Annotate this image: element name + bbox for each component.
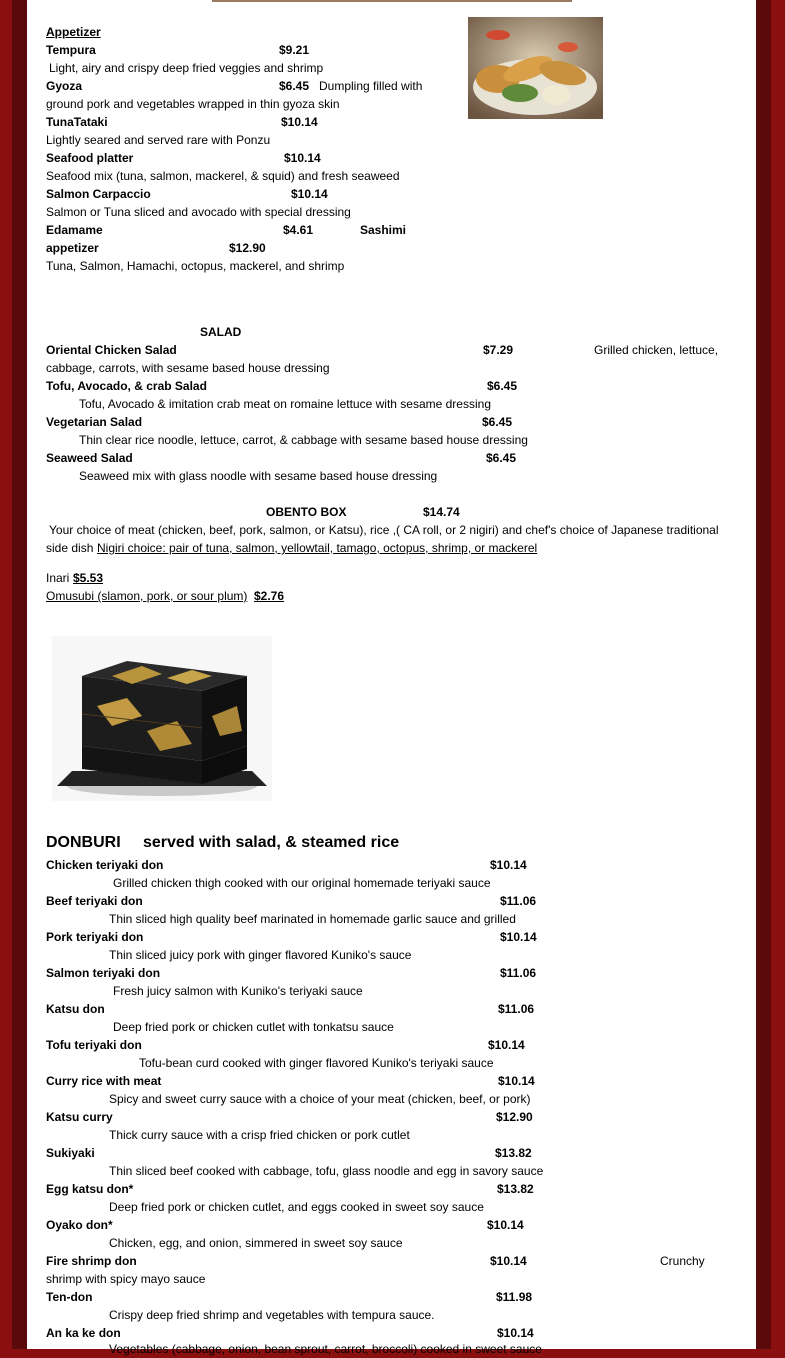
donburi-item-name: An ka ke don	[46, 1326, 121, 1340]
donburi-item-desc: Chicken, egg, and onion, simmered in sweet soy sauce	[109, 1236, 403, 1250]
donburi-item-price: $11.06	[500, 966, 537, 980]
bento-desc-2: side dish	[46, 541, 94, 555]
appetizer-heading: Appetizer	[46, 25, 101, 39]
tofu-salad-name: Tofu, Avocado, & crab Salad	[46, 379, 207, 393]
donburi-item-price: $12.90	[496, 1110, 533, 1124]
donburi-item-desc: Fresh juicy salmon with Kuniko's teriyaki sauce	[113, 984, 363, 998]
donburi-item-name: Salmon teriyaki don	[46, 966, 161, 980]
seaweed-salad-name: Seaweed Salad	[46, 451, 133, 465]
gyoza-desc: Dumpling filled with	[319, 79, 423, 93]
donburi-item-price: $10.14	[487, 1218, 524, 1232]
seaweed-salad-price: $6.45	[486, 451, 517, 465]
bento-desc: Your choice of meat (chicken, beef, pork, salmon, or Katsu), rice ,( CA roll, or 2 nigiri) and chef's choice of Japanese traditional	[49, 523, 719, 537]
donburi-item-desc: Thin sliced beef cooked with cabbage, tofu, glass noodle and egg in savory sauce	[109, 1164, 544, 1178]
omusubi-price: $2.76	[254, 589, 285, 603]
carpaccio-price: $10.14	[291, 187, 328, 201]
bento-box-photo	[52, 636, 272, 801]
tuna-name: TunaTataki	[46, 115, 108, 129]
omusubi-label: Omusubi (slamon, pork, or sour plum)	[46, 589, 248, 603]
tuna-desc: Lightly seared and served rare with Ponzu	[46, 133, 271, 147]
veg-salad-name: Vegetarian Salad	[46, 415, 143, 429]
donburi-item-price: $10.14	[497, 1326, 534, 1340]
menu-page	[12, 0, 771, 1356]
veg-salad-desc: Thin clear rice noodle, lettuce, carrot, & cabbage with sesame based house dressing	[79, 433, 528, 447]
donburi-item-desc-2: shrimp with spicy mayo sauce	[46, 1272, 206, 1286]
gyoza-price: $6.45	[279, 79, 310, 93]
sashimi-price: $12.90	[229, 241, 266, 255]
donburi-item-name: Chicken teriyaki don	[46, 858, 164, 872]
donburi-item-name: Katsu don	[46, 1002, 105, 1016]
donburi-heading: DONBURI	[46, 834, 121, 851]
tofu-salad-desc: Tofu, Avocado & imitation crab meat on romaine lettuce with sesame dressing	[79, 397, 491, 411]
donburi-item-name: Egg katsu don*	[46, 1182, 134, 1196]
top-image-edge	[212, 0, 572, 2]
tempura-desc: Light, airy and crispy deep fried veggies and shrimp	[49, 61, 324, 75]
donburi-item-name: Curry rice with meat	[46, 1074, 162, 1088]
donburi-item-price: $10.14	[490, 1254, 527, 1268]
oriental-salad-price: $7.29	[483, 343, 514, 357]
oriental-salad-name: Oriental Chicken Salad	[46, 343, 177, 357]
donburi-item-price: $13.82	[495, 1146, 532, 1160]
salad-heading: SALAD	[200, 325, 242, 339]
donburi-item-desc: Thick curry sauce with a crisp fried chicken or pork cutlet	[109, 1128, 410, 1142]
nigiri-choice: Nigiri choice: pair of tuna, salmon, yellowtail, tamago, octopus, shrimp, or mackerel	[97, 541, 538, 555]
donburi-item-desc: Spicy and sweet curry sauce with a choice of your meat (chicken, beef, or pork)	[109, 1092, 531, 1106]
tempura-name: Tempura	[46, 43, 96, 57]
veg-salad-price: $6.45	[482, 415, 513, 429]
inari-label: Inari	[46, 571, 70, 585]
donburi-item-desc: Grilled chicken thigh cooked with our original homemade teriyaki sauce	[113, 876, 491, 890]
edamame-name: Edamame	[46, 223, 103, 237]
donburi-item-desc: Thin sliced juicy pork with ginger flavored Kuniko's sauce	[109, 948, 412, 962]
donburi-item-price: $10.14	[490, 858, 527, 872]
seafood-price: $10.14	[284, 151, 321, 165]
donburi-item-desc: Crunchy	[660, 1254, 705, 1268]
donburi-item-price: $10.14	[498, 1074, 535, 1088]
bento-price: $14.74	[423, 505, 460, 519]
carpaccio-desc: Salmon or Tuna sliced and avocado with special dressing	[46, 205, 351, 219]
donburi-item-name: Sukiyaki	[46, 1146, 95, 1160]
edamame-price: $4.61	[283, 223, 314, 237]
donburi-item-price: $10.14	[488, 1038, 525, 1052]
donburi-item-desc: Thin sliced high quality beef marinated in homemade garlic sauce and grilled	[109, 912, 516, 926]
carpaccio-name: Salmon Carpaccio	[46, 187, 151, 201]
donburi-item-desc: Tofu-bean curd cooked with ginger flavored Kuniko's teriyaki sauce	[139, 1056, 494, 1070]
seafood-desc: Seafood mix (tuna, salmon, mackerel, & squid) and fresh seaweed	[46, 169, 400, 183]
donburi-item-name: Beef teriyaki don	[46, 894, 143, 908]
donburi-item-price: $11.06	[500, 894, 537, 908]
bento-heading: OBENTO BOX	[266, 505, 347, 519]
tempura-price: $9.21	[279, 43, 310, 57]
donburi-item-desc: Vegetables (cabbage, onion, bean sprout, carrot, broccoli) cooked in sweet sauce	[109, 1342, 542, 1356]
donburi-item-desc: Crispy deep fried shrimp and vegetables with tempura sauce.	[109, 1308, 435, 1322]
donburi-subheading: served with salad, & steamed rice	[143, 834, 400, 851]
inari-price: $5.53	[73, 571, 104, 585]
tempura-photo	[468, 17, 603, 119]
gyoza-name: Gyoza	[46, 79, 83, 93]
gyoza-desc-2: ground pork and vegetables wrapped in thin gyoza skin	[46, 97, 340, 111]
donburi-item-name: Tofu teriyaki don	[46, 1038, 142, 1052]
donburi-item-price: $11.98	[496, 1290, 533, 1304]
donburi-item-price: $13.82	[497, 1182, 534, 1196]
seaweed-salad-desc: Seaweed mix with glass noodle with sesame based house dressing	[79, 469, 438, 483]
donburi-item-name: Pork teriyaki don	[46, 930, 144, 944]
donburi-item-price: $10.14	[500, 930, 537, 944]
sashimi-desc: Tuna, Salmon, Hamachi, octopus, mackerel, and shrimp	[46, 259, 345, 273]
donburi-item-desc: Deep fried pork or chicken cutlet with tonkatsu sauce	[113, 1020, 394, 1034]
sashimi-name: Sashimi	[360, 223, 407, 237]
donburi-item-name: Katsu curry	[46, 1110, 113, 1124]
oriental-salad-desc: Grilled chicken, lettuce,	[594, 343, 719, 357]
seafood-name: Seafood platter	[46, 151, 134, 165]
donburi-item-price: $11.06	[498, 1002, 535, 1016]
oriental-salad-desc-2: cabbage, carrots, with sesame based house dressing	[46, 361, 330, 375]
donburi-item-name: Oyako don*	[46, 1218, 113, 1232]
tofu-salad-price: $6.45	[487, 379, 518, 393]
donburi-item-name: Ten-don	[46, 1290, 93, 1304]
tuna-price: $10.14	[281, 115, 318, 129]
donburi-item-desc: Deep fried pork or chicken cutlet, and eggs cooked in sweet soy sauce	[109, 1200, 484, 1214]
donburi-item-name: Fire shrimp don	[46, 1254, 137, 1268]
sashimi-name-2: appetizer	[46, 241, 99, 255]
